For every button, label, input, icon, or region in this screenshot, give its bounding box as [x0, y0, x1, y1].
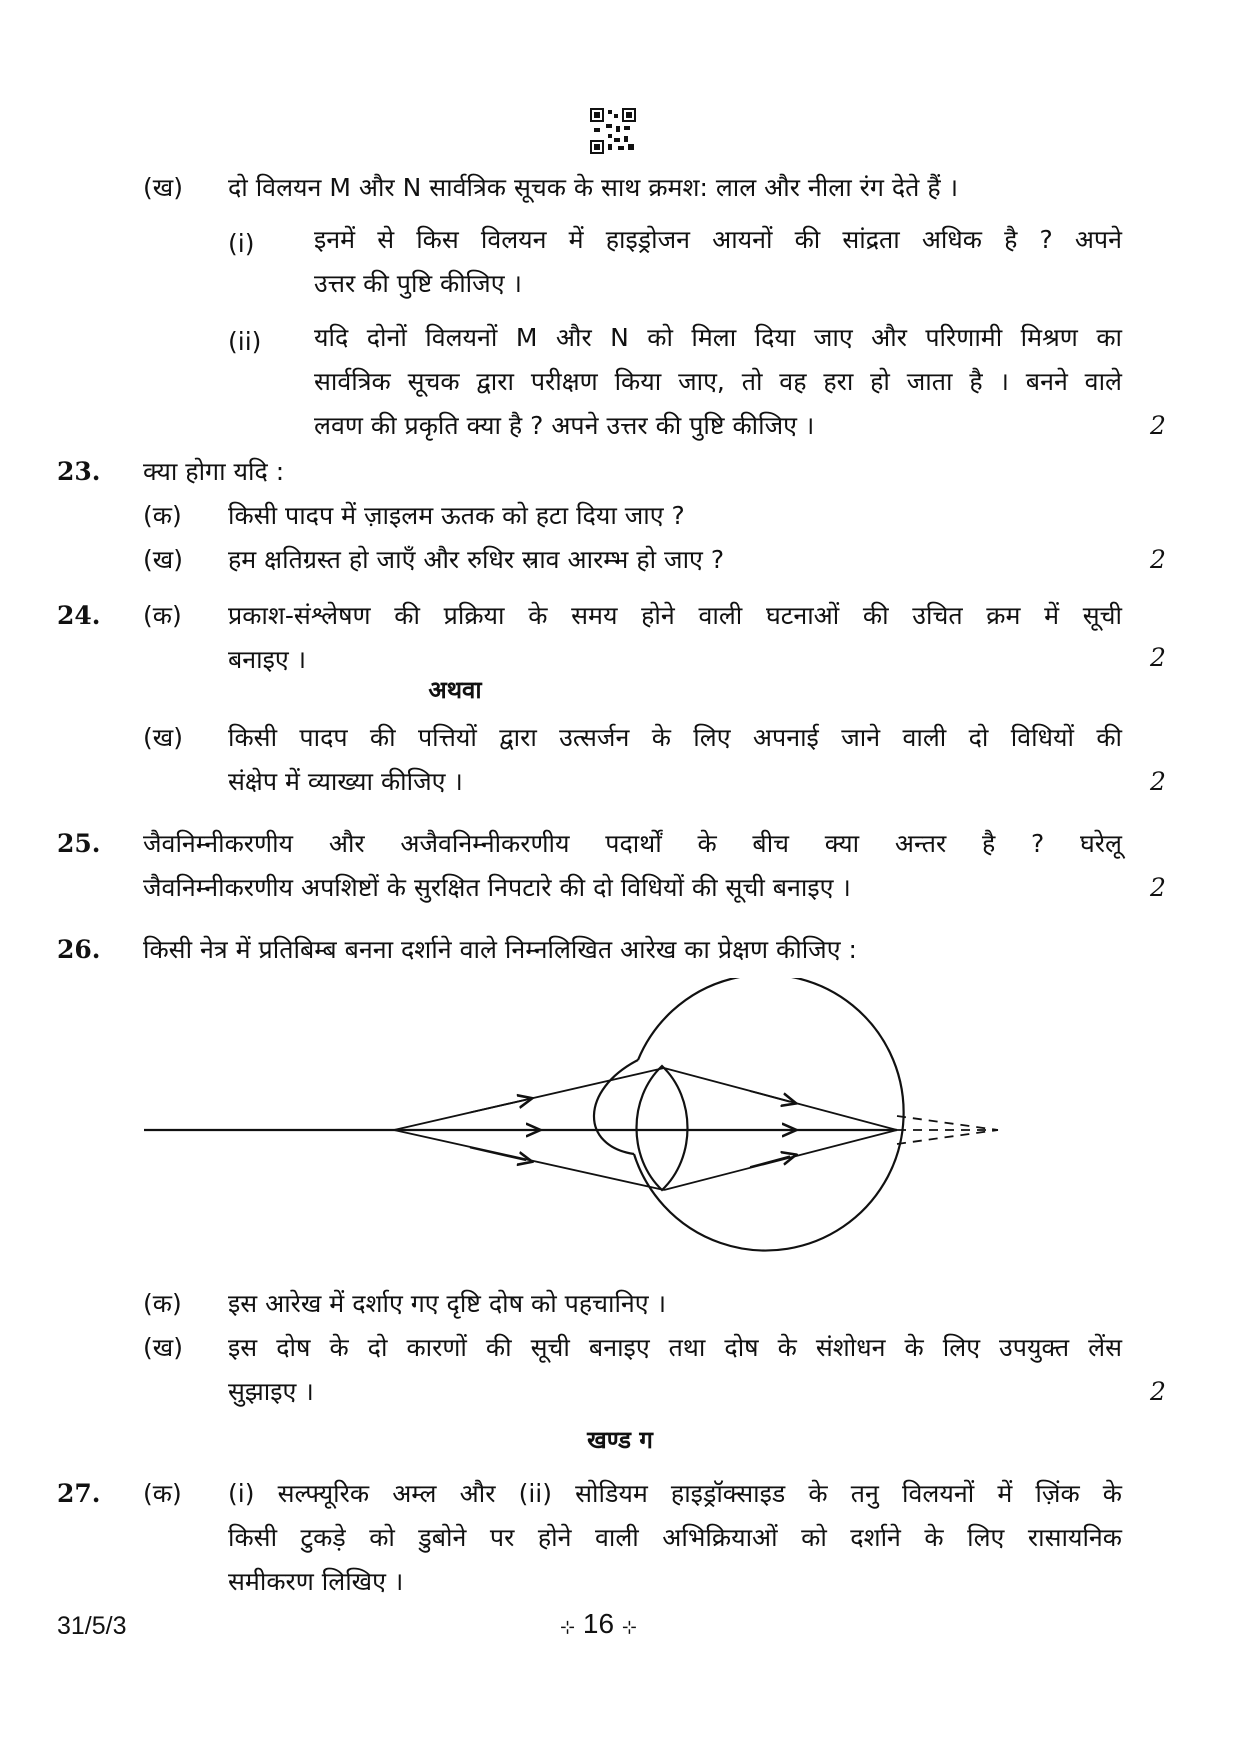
q24-b-line1: किसी पादप की पत्तियों द्वारा उत्सर्जन के लिए अपनाई जाने वाली दो विधियों की: [228, 723, 1122, 752]
qr-code-icon: [590, 108, 636, 154]
q26-a-text: इस आरेख में दर्शाए गए दृष्टि दोष को पहचानिए ।: [228, 1289, 667, 1318]
q26-b-line2: सुझाइए ।: [228, 1377, 314, 1406]
q22b-i-line1: इनमें से किस विलयन में हाइड्रोजन आयनों की सांद्रता अधिक है ? अपने: [314, 225, 1122, 254]
q24-b-line2: संक्षेप में व्याख्या कीजिए ।: [228, 767, 463, 796]
q26-b-line1: इस दोष के दो कारणों की सूची बनाइए तथा दोष के संशोधन के लिए उपयुक्त लेंस: [228, 1333, 1122, 1362]
q23-number: 23.: [57, 457, 101, 486]
q24-number: 24.: [57, 601, 101, 630]
q23-stem: क्या होगा यदि :: [143, 457, 285, 486]
eye-lens: [637, 1066, 688, 1190]
q24-a-marks: 2: [1150, 643, 1166, 672]
q24-a-label: (क): [143, 601, 182, 630]
eye-ray-diagram: [140, 978, 1020, 1278]
q24-a-line1: प्रकाश-संश्लेषण की प्रक्रिया के समय होने वाली घटनाओं की उचित क्रम में सूची: [228, 601, 1122, 630]
q27-a-line2: किसी टुकड़े को डुबोने पर होने वाली अभिक्रियाओं को दर्शाने के लिए रासायनिक: [228, 1523, 1122, 1552]
page-number: [560, 1608, 637, 1640]
dashed-extensions: [897, 1116, 998, 1144]
q26-number: 26.: [57, 935, 101, 964]
q26-marks: 2: [1150, 1377, 1166, 1406]
page-number-value: 16: [582, 1608, 615, 1639]
q27-a-line1: (i) सल्फ्यूरिक अम्ल और (ii) सोडियम हाइड्रॉक्साइड के तनु विलयनों में ज़िंक के: [228, 1479, 1122, 1508]
q23-b-label: (ख): [143, 545, 183, 574]
q22b-ii-line1: यदि दोनों विलयनों M और N को मिला दिया जाए और परिणामी मिश्रण का: [314, 323, 1122, 352]
q27-number: 27.: [57, 1479, 101, 1508]
q23-b-text: हम क्षतिग्रस्त हो जाएँ और रुधिर स्राव आरम्भ हो जाए ?: [228, 545, 725, 574]
q23-a-label: (क): [143, 501, 182, 530]
q22b-stem: दो विलयन M और N सार्वत्रिक सूचक के साथ क्रमश: लाल और नीला रंग देते हैं ।: [228, 173, 959, 202]
q27-a-line3: समीकरण लिखिए ।: [228, 1567, 404, 1596]
q25-number: 25.: [57, 829, 101, 858]
q25-marks: 2: [1150, 873, 1166, 902]
q26-a-label: (क): [143, 1289, 182, 1318]
q24-b-label: (ख): [143, 723, 183, 752]
q23-a-text: किसी पादप में ज़ाइलम ऊतक को हटा दिया जाए ?: [228, 501, 685, 530]
paper-code: 31/5/3: [57, 1612, 127, 1640]
q22b-i-line2: उत्तर की पुष्टि कीजिए ।: [314, 269, 522, 298]
q25-line1: जैवनिम्नीकरणीय और अजैवनिम्नीकरणीय पदार्थों के बीच क्या अन्तर है ? घरेलू: [143, 829, 1122, 858]
q23-marks: 2: [1150, 545, 1166, 574]
eyeball: [594, 978, 904, 1251]
q25-line2: जैवनिम्नीकरणीय अपशिष्टों के सुरक्षित निपटारे की दो विधियों की सूची बनाइए ।: [143, 873, 851, 902]
q22b-ii-line3: लवण की प्रकृति क्या है ? अपने उत्तर की पुष्टि कीजिए ।: [314, 411, 815, 440]
q26-stem: किसी नेत्र में प्रतिबिम्ब बनना दर्शाने वाले निम्नलिखित आरेख का प्रेक्षण कीजिए :: [143, 935, 857, 964]
q26-b-label: (ख): [143, 1333, 183, 1362]
q22b-i-label: (i): [228, 229, 255, 258]
ornament-left-icon: ⊹: [560, 1617, 576, 1637]
q22b-ii-line2: सार्वत्रिक सूचक द्वारा परीक्षण किया जाए, तो वह हरा हो जाता है । बनने वाले: [314, 367, 1122, 396]
q22b-label: (ख): [143, 173, 183, 202]
section-heading: खण्ड ग: [587, 1426, 653, 1454]
q22b-marks: 2: [1150, 411, 1166, 440]
q24-b-marks: 2: [1150, 767, 1166, 796]
q27-a-label: (क): [143, 1479, 182, 1508]
q24-or-text: अथवा: [428, 676, 482, 704]
q24-a-line2: बनाइए ।: [228, 645, 307, 674]
ornament-right-icon: ⊹: [621, 1617, 637, 1637]
q22b-ii-label: (ii): [228, 327, 262, 356]
